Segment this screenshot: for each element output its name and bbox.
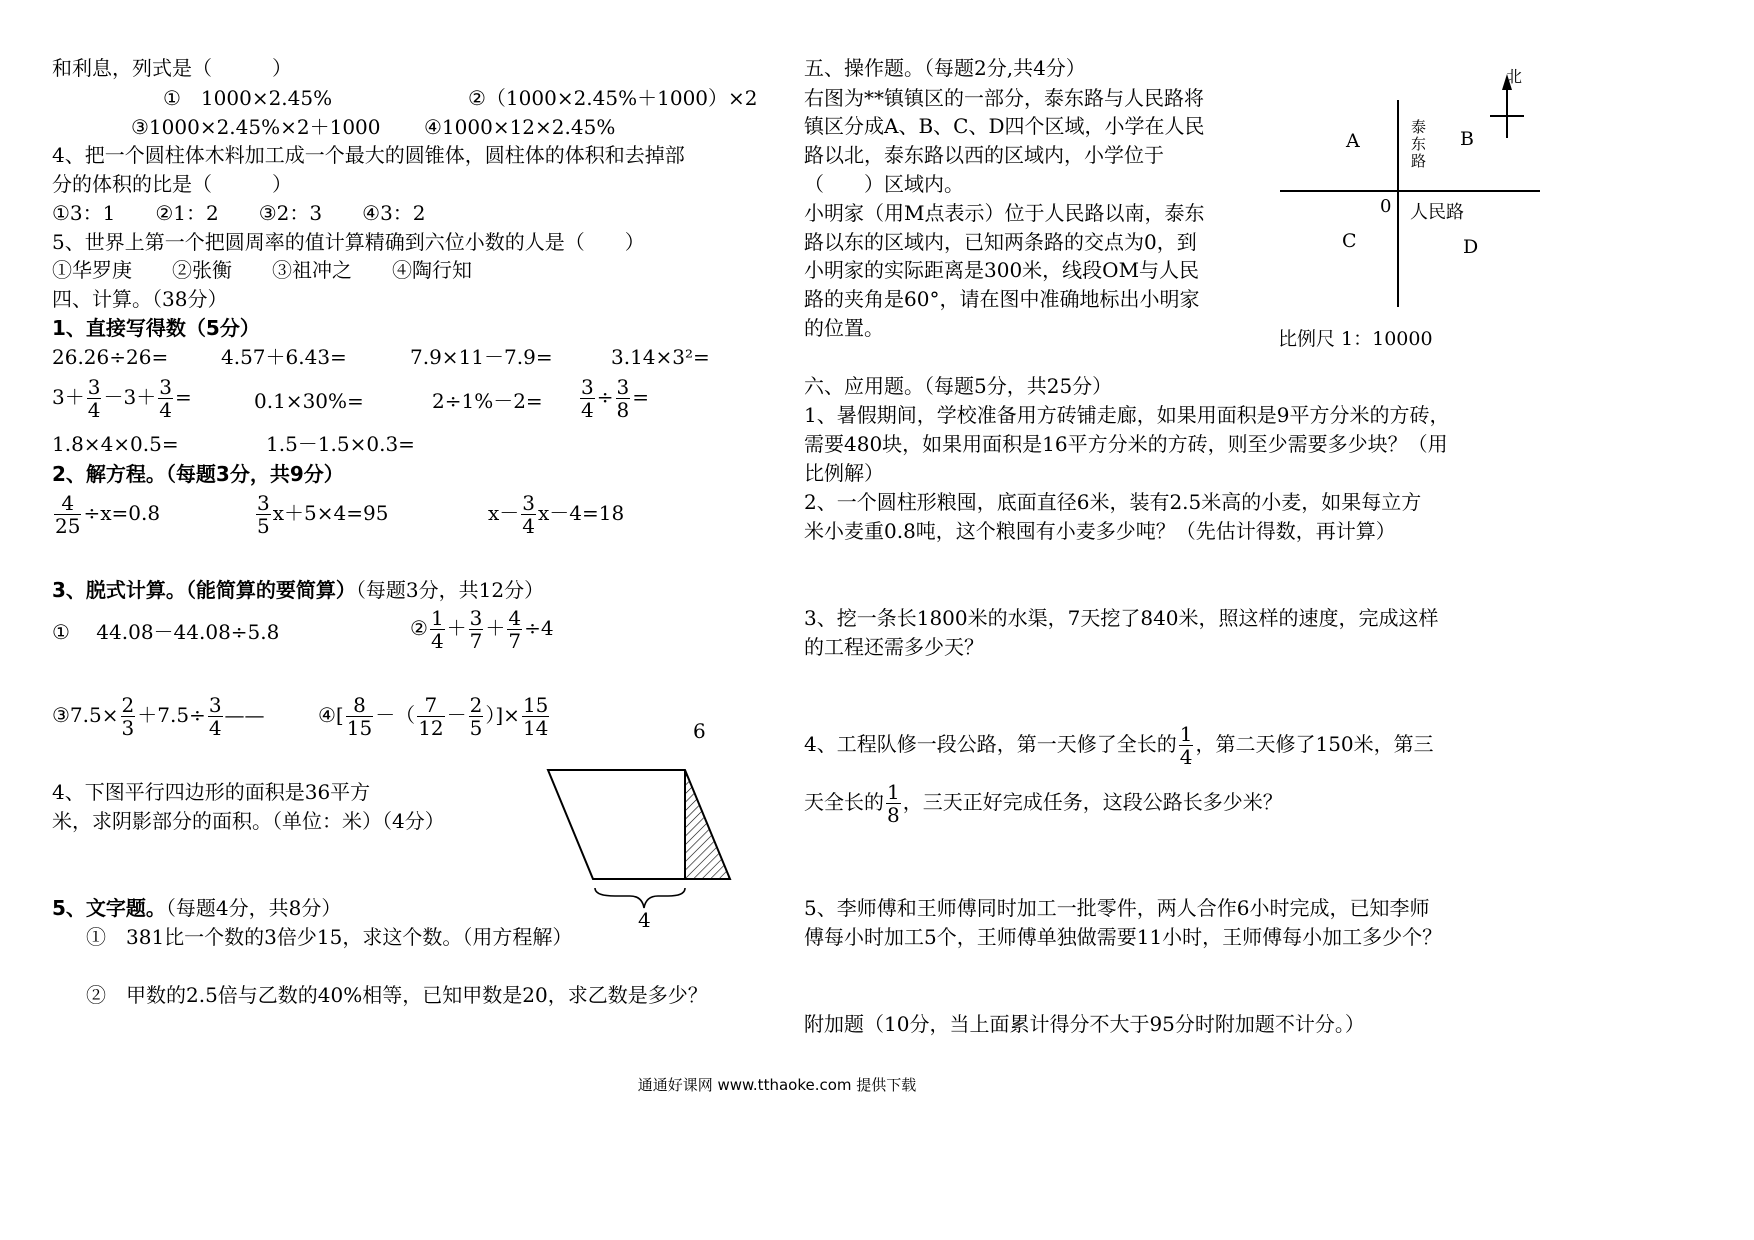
app-5-line: 傅每小时加工5个，王师傅单独做需要11小时，王师傅每小加工多少个？ (804, 925, 1443, 949)
region-c-label: C (1342, 230, 1357, 252)
region-a-label: A (1346, 130, 1360, 152)
page-footer: 通通好课网 www.tthaoke.com 提供下载 (637, 1076, 917, 1094)
section-6-title: 六、应用题。（每题5分，共25分） (804, 374, 1113, 398)
calc-1-item: 2÷1%－2= (432, 389, 543, 413)
fraction (521, 492, 536, 537)
district-map (1270, 60, 1550, 360)
operation-text-line: 路的夹角是60°，请在图中准确地标出小明家 (804, 287, 1200, 311)
expr-part: ÷x=0.8 (83, 501, 161, 525)
denominator: 4 (430, 629, 444, 653)
denominator: 5 (257, 514, 270, 538)
extra-question: 附加题（10分，当上面累计得分不大于95分时附加题不计分。） (804, 1012, 1365, 1036)
word-problem-1: ① 381比一个数的3倍少15，求这个数。（用方程解） (86, 925, 573, 949)
expr-part: ÷4 (524, 616, 554, 640)
operation-text-line: （ ）区域内。 (804, 172, 964, 196)
expr-part: ④[ (318, 703, 344, 727)
expr-part: ）]× (485, 703, 520, 727)
denominator: 3 (121, 716, 135, 740)
expr-part: ③7.5× (52, 703, 119, 727)
map-scale: 比例尺 1：10000 (1278, 328, 1433, 350)
calc-1-item: 1.5－1.5×0.3= (266, 432, 415, 456)
app-4-line (804, 781, 1283, 826)
expr-part: 4、工程队修一段公路，第一天修了全长的 (804, 732, 1177, 756)
denominator: 4 (87, 398, 101, 422)
fraction (580, 376, 595, 421)
app-4-line (804, 723, 1434, 768)
numerator: 4 (508, 606, 522, 630)
numerator: 4 (54, 492, 81, 515)
expr-part: ② (410, 616, 428, 640)
app-3-line: 的工程还需多少天？ (804, 635, 984, 659)
calc-1-item: 7.9×11－7.9= (410, 345, 553, 369)
word-problem-2: ② 甲数的2.5倍与乙数的40%相等，已知甲数是20，求乙数是多少？ (86, 983, 708, 1007)
q5-line: 5、世界上第一个把圆周率的值计算精确到六位小数的人是（ ） (52, 230, 645, 254)
q4-line-1: 4、把一个圆柱体木料加工成一个最大的圆锥体，圆柱体的体积和去掉部 (52, 143, 685, 167)
expr-part: x－ (488, 501, 520, 525)
operation-text-line: 的位置。 (804, 316, 884, 340)
fraction (430, 607, 445, 652)
expr-part: = (632, 385, 649, 409)
q4-options: ①3：1 ②1：2 ③2：3 ④3：2 (52, 201, 426, 225)
numerator: 3 (522, 491, 536, 515)
numerator: 1 (1179, 722, 1193, 746)
calc-1-item: 1.8×4×0.5= (52, 432, 179, 456)
calc-3-problem-1: ① 44.08－44.08÷5.8 (52, 620, 280, 644)
app-3-line: 3、挖一条长1800米的水渠，7天挖了840米，照这样的速度，完成这样 (804, 606, 1439, 630)
q5-options: ①华罗庚 ②张衡 ③祖冲之 ④陶行知 (52, 258, 472, 282)
calc-1-title: 1、直接写得数（5分） (52, 316, 260, 340)
road-ns-char: 泰 (1411, 118, 1427, 136)
numerator: 3 (616, 375, 630, 399)
calc-3-problem-3 (52, 694, 265, 739)
app-5-line: 5、李师傅和王师傅同时加工一批零件，两人合作6小时完成，已知李师 (804, 896, 1430, 920)
numerator: 3 (87, 375, 101, 399)
numerator: 1 (430, 606, 444, 630)
fraction (121, 694, 136, 739)
expr-part: ＋ (446, 616, 467, 640)
fraction (469, 607, 484, 652)
calc-5-title-row (52, 894, 341, 922)
section-5-title: 五、操作题。（每题2分,共4分） (804, 56, 1086, 80)
app-1-line: 需要480块，如果用面积是16平方分米的方砖，则至少需要多少块？（用 (804, 432, 1448, 456)
calc-3-title: 3、脱式计算。（能简算的要简算） (52, 578, 356, 602)
north-label: 北 (1506, 67, 1523, 86)
app-2-line: 米小麦重0.8吨，这个粮囤有小麦多少吨？（先估计得数，再计算） (804, 519, 1396, 543)
denominator: 15 (346, 716, 373, 740)
region-b-label: B (1460, 128, 1474, 150)
denominator: 14 (522, 716, 549, 740)
calc-3-score: （每题3分，共12分） (355, 578, 545, 602)
numerator: 3 (581, 375, 594, 399)
fraction (886, 781, 901, 826)
operation-text-line: 小明家（用M点表示）位于人民路以南，泰东 (804, 201, 1205, 225)
expr-part: —— (224, 703, 265, 727)
expr-part: －3＋ (103, 385, 157, 409)
calc-1-item: 0.1×30%= (254, 389, 364, 413)
denominator: 7 (508, 629, 522, 653)
road-ns-char: 东 (1411, 135, 1427, 153)
numerator: 15 (522, 693, 549, 717)
expr-part: 3＋ (52, 385, 85, 409)
fraction (208, 694, 223, 739)
app-1-line: 1、暑假期间，学校准备用方砖铺走廊，如果用面积是9平方分米的方砖， (804, 403, 1450, 427)
expr-part: x－4=18 (538, 501, 625, 525)
numerator: 3 (208, 693, 222, 717)
denominator: 7 (469, 629, 483, 653)
operation-text-line: 右图为**镇镇区的一部分，泰东路与人民路将 (804, 86, 1204, 110)
calc-5-score: （每题4分，共8分） (165, 896, 342, 920)
calc-3-problem-2 (410, 607, 554, 652)
equation-1 (52, 492, 160, 537)
fraction (507, 607, 522, 652)
numerator: 1 (887, 780, 900, 804)
denominator: 8 (616, 398, 630, 422)
origin-label: 0 (1380, 196, 1392, 217)
calc-1-expression (578, 376, 649, 421)
numerator: 2 (469, 693, 483, 717)
expr-part: － (446, 703, 467, 727)
renmin-road-label: 人民路 (1410, 202, 1464, 223)
denominator: 4 (159, 398, 172, 422)
expr-part: ，三天正好完成任务，这段公路长多少米？ (902, 790, 1283, 814)
q3-option-4: ④1000×12×2.45% (424, 115, 616, 139)
equation-3 (488, 492, 624, 537)
denominator: 4 (522, 514, 536, 538)
q3-tail: 和利息，列式是（ ） (52, 56, 292, 80)
numerator: 3 (257, 491, 270, 515)
q4-line-2: 分的体积的比是（ ） (52, 172, 292, 196)
road-ns-char: 路 (1411, 152, 1427, 170)
expr-part: = (174, 385, 192, 409)
operation-text-line: 路以东的区域内，已知两条路的交点为0，到 (804, 230, 1197, 254)
fraction (256, 492, 271, 537)
fraction (158, 376, 173, 421)
calc-4-line-2: 米，求阴影部分的面积。（单位：米）（4分） (52, 809, 445, 833)
numerator: 7 (417, 694, 444, 717)
fraction (469, 694, 484, 739)
denominator: 4 (1179, 745, 1193, 769)
numerator: 8 (346, 694, 373, 717)
operation-text-line: 小明家的实际距离是300米，线段OM与人民 (804, 258, 1200, 282)
region-d-label: D (1463, 236, 1479, 258)
fraction (1179, 723, 1194, 768)
expr-part: ＋7.5÷ (137, 703, 206, 727)
calc-3-problem-4 (318, 694, 551, 739)
bottom-brace (595, 888, 685, 908)
app-1-line: 比例解） (804, 461, 884, 485)
numerator: 3 (159, 375, 172, 399)
calc-1-item: 4.57＋6.43= (221, 345, 347, 369)
calc-3-title-row (52, 576, 544, 604)
q3-option-3: ③1000×2.45%×2＋1000 (131, 115, 381, 139)
calc-1-item: 26.26÷26= (52, 345, 169, 369)
calc-2-title: 2、解方程。（每题3分，共9分） (52, 462, 344, 486)
denominator: 4 (581, 398, 594, 422)
expr-part: －（ (375, 703, 416, 727)
calc-1-item: 3.14×3²= (611, 345, 710, 369)
expr-part: ，第二天修了150米，第三 (1195, 732, 1434, 756)
q3-option-2: ②（1000×2.45%＋1000）×2 (468, 86, 758, 110)
q3-option-1: ① 1000×2.45% (163, 86, 333, 110)
expr-part: x＋5×4=95 (272, 501, 389, 525)
denominator: 8 (887, 803, 900, 827)
section-4-title: 四、计算。（38分） (52, 287, 228, 311)
app-2-line: 2、一个圆柱形粮囤，底面直径6米，装有2.5米高的小麦，如果每立方 (804, 490, 1422, 514)
fraction (346, 694, 373, 739)
denominator: 25 (55, 514, 81, 538)
numerator: 2 (121, 693, 135, 717)
expr-part: 天全长的 (804, 790, 884, 814)
bottom-dimension-label: 4 (638, 908, 651, 932)
expr-part: ÷ (596, 385, 614, 409)
denominator: 4 (208, 716, 222, 740)
operation-text-line: 路以北，泰东路以西的区域内，小学位于 (804, 143, 1164, 167)
numerator: 3 (469, 606, 483, 630)
fraction (87, 376, 102, 421)
fraction (616, 376, 631, 421)
parallelogram-figure (540, 718, 740, 936)
equation-2 (254, 492, 388, 537)
denominator: 5 (469, 716, 483, 740)
fraction (417, 694, 444, 739)
calc-5-title: 5、文字题。 (52, 896, 166, 920)
calc-1-expression (52, 376, 192, 421)
fraction (54, 492, 81, 537)
top-dimension-label: 6 (693, 719, 706, 743)
operation-text-line: 镇区分成A、B、C、D四个区域，小学在人民 (804, 114, 1205, 138)
expr-part: ＋ (485, 616, 506, 640)
calc-4-line-1: 4、下图平行四边形的面积是36平方 (52, 780, 371, 804)
denominator: 12 (418, 716, 444, 740)
